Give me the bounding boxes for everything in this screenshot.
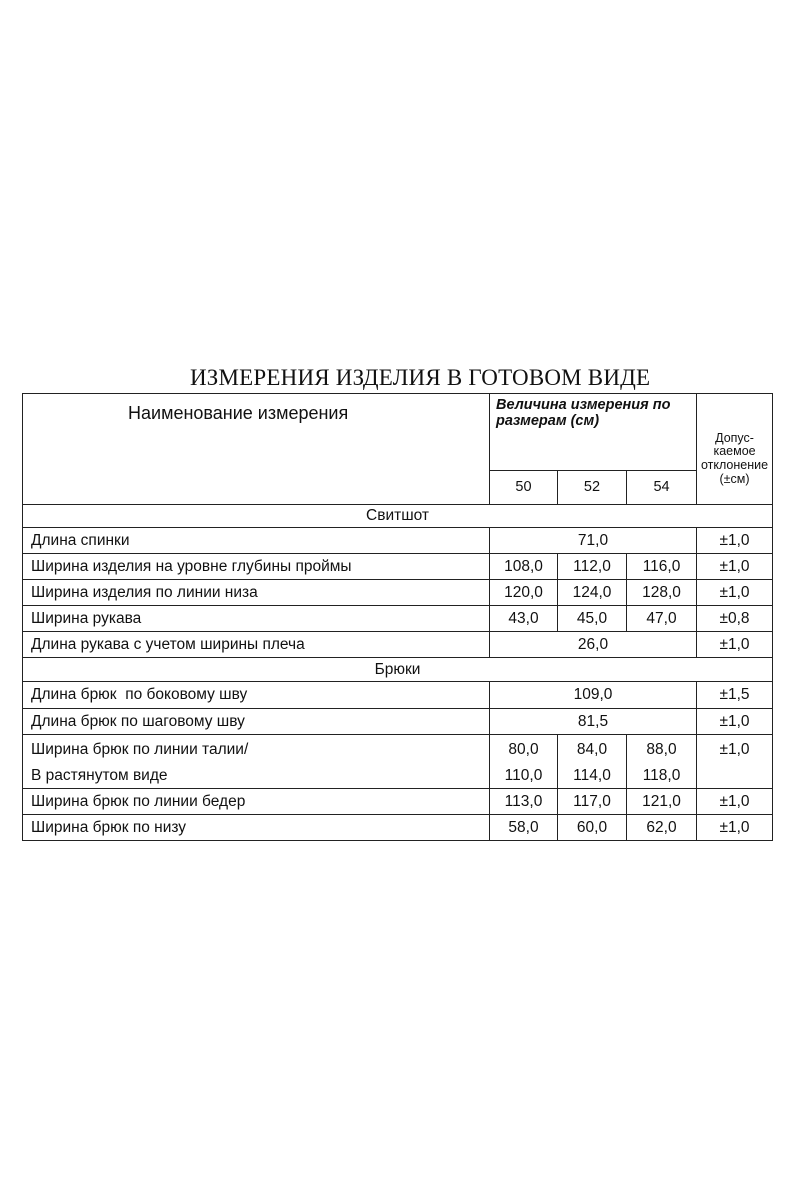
measurement-name-line2: В растянутом виде (31, 766, 168, 784)
header-size-group (490, 394, 697, 471)
value-size-52: 117,0 (558, 789, 627, 815)
header-tolerance-line2: каемое (713, 444, 756, 459)
value-size-54: 47,0 (627, 606, 697, 632)
measurement-name (23, 735, 490, 789)
value-line1: 84,0 (576, 741, 608, 758)
value-line1: 80,0 (508, 741, 539, 758)
value-line1: 88,0 (646, 741, 677, 758)
measurement-name: Ширина брюк по линии бедер (23, 789, 490, 815)
value-size-50: 43,0 (490, 606, 558, 632)
measurements-table (22, 393, 773, 841)
table-row (23, 554, 773, 580)
section-title: Свитшот (23, 505, 773, 528)
tolerance-value: ±1,0 (697, 815, 773, 841)
value-size-50: 113,0 (490, 789, 558, 815)
value-line2: 110,0 (504, 766, 543, 784)
measurement-name: Ширина рукава (23, 606, 490, 632)
header-size-group-line2: размерам (см) (496, 412, 600, 429)
table-row (23, 580, 773, 606)
table-row (23, 789, 773, 815)
measurement-name: Длина рукава с учетом ширины плеча (23, 632, 490, 658)
section-row (23, 658, 773, 682)
table-row (23, 815, 773, 841)
value-size-52: 60,0 (558, 815, 627, 841)
size-50: 50 (490, 471, 558, 505)
size-52: 52 (558, 471, 627, 505)
value-size-54: 121,0 (627, 789, 697, 815)
measurement-name: Длина брюк по боковому шву (23, 682, 490, 709)
header-name: Наименование измерения (23, 394, 490, 505)
table-row (23, 709, 773, 735)
measurement-name: Ширина брюк по низу (23, 815, 490, 841)
measurement-name-line1: Ширина брюк по линии талии/ (31, 741, 249, 758)
value-size-50 (490, 735, 558, 789)
value-line2: 114,0 (573, 766, 611, 784)
measurement-value: 81,5 (490, 709, 697, 735)
table-row (23, 606, 773, 632)
tolerance-value: ±1,0 (697, 735, 773, 789)
header-tolerance (697, 394, 773, 505)
table-row (23, 735, 773, 789)
tolerance-value: ±1,0 (697, 709, 773, 735)
value-size-54 (627, 735, 697, 789)
size-54: 54 (627, 471, 697, 505)
measurement-value: 26,0 (490, 632, 697, 658)
tolerance-value: ±1,0 (697, 580, 773, 606)
value-size-52: 124,0 (558, 580, 627, 606)
value-size-50: 120,0 (490, 580, 558, 606)
measurement-value: 71,0 (490, 528, 697, 554)
value-size-50: 108,0 (490, 554, 558, 580)
measurement-name: Длина спинки (23, 528, 490, 554)
tolerance-value: ±1,5 (697, 682, 773, 709)
value-size-50: 58,0 (490, 815, 558, 841)
value-size-54: 116,0 (627, 554, 697, 580)
value-size-52 (558, 735, 627, 789)
table-row (23, 682, 773, 709)
header-tolerance-line3: отклонение (700, 458, 769, 472)
value-size-54: 62,0 (627, 815, 697, 841)
measurement-name: Длина брюк по шаговому шву (23, 709, 490, 735)
tolerance-value: ±0,8 (697, 606, 773, 632)
measurement-value: 109,0 (490, 682, 697, 709)
header-size-group-line1: Величина измерения по (496, 397, 671, 413)
page-title: ИЗМЕРЕНИЯ ИЗДЕЛИЯ В ГОТОВОМ ВИДЕ (190, 365, 651, 390)
tolerance-value: ±1,0 (697, 789, 773, 815)
value-size-52: 45,0 (558, 606, 627, 632)
tolerance-value: ±1,0 (697, 528, 773, 554)
section-row (23, 505, 773, 528)
header-tolerance-line1: Допус- (715, 430, 754, 445)
table-row (23, 528, 773, 554)
table-row (23, 632, 773, 658)
tolerance-value: ±1,0 (697, 554, 773, 580)
value-line2: 118,0 (642, 766, 681, 784)
section-title: Брюки (23, 658, 773, 682)
value-size-54: 128,0 (627, 580, 697, 606)
header-tolerance-line4: (±см) (719, 471, 750, 486)
header-row (23, 394, 773, 471)
value-size-52: 112,0 (558, 554, 627, 580)
measurement-name: Ширина изделия на уровне глубины проймы (23, 554, 490, 580)
tolerance-value: ±1,0 (697, 632, 773, 658)
measurement-name: Ширина изделия по линии низа (23, 580, 490, 606)
